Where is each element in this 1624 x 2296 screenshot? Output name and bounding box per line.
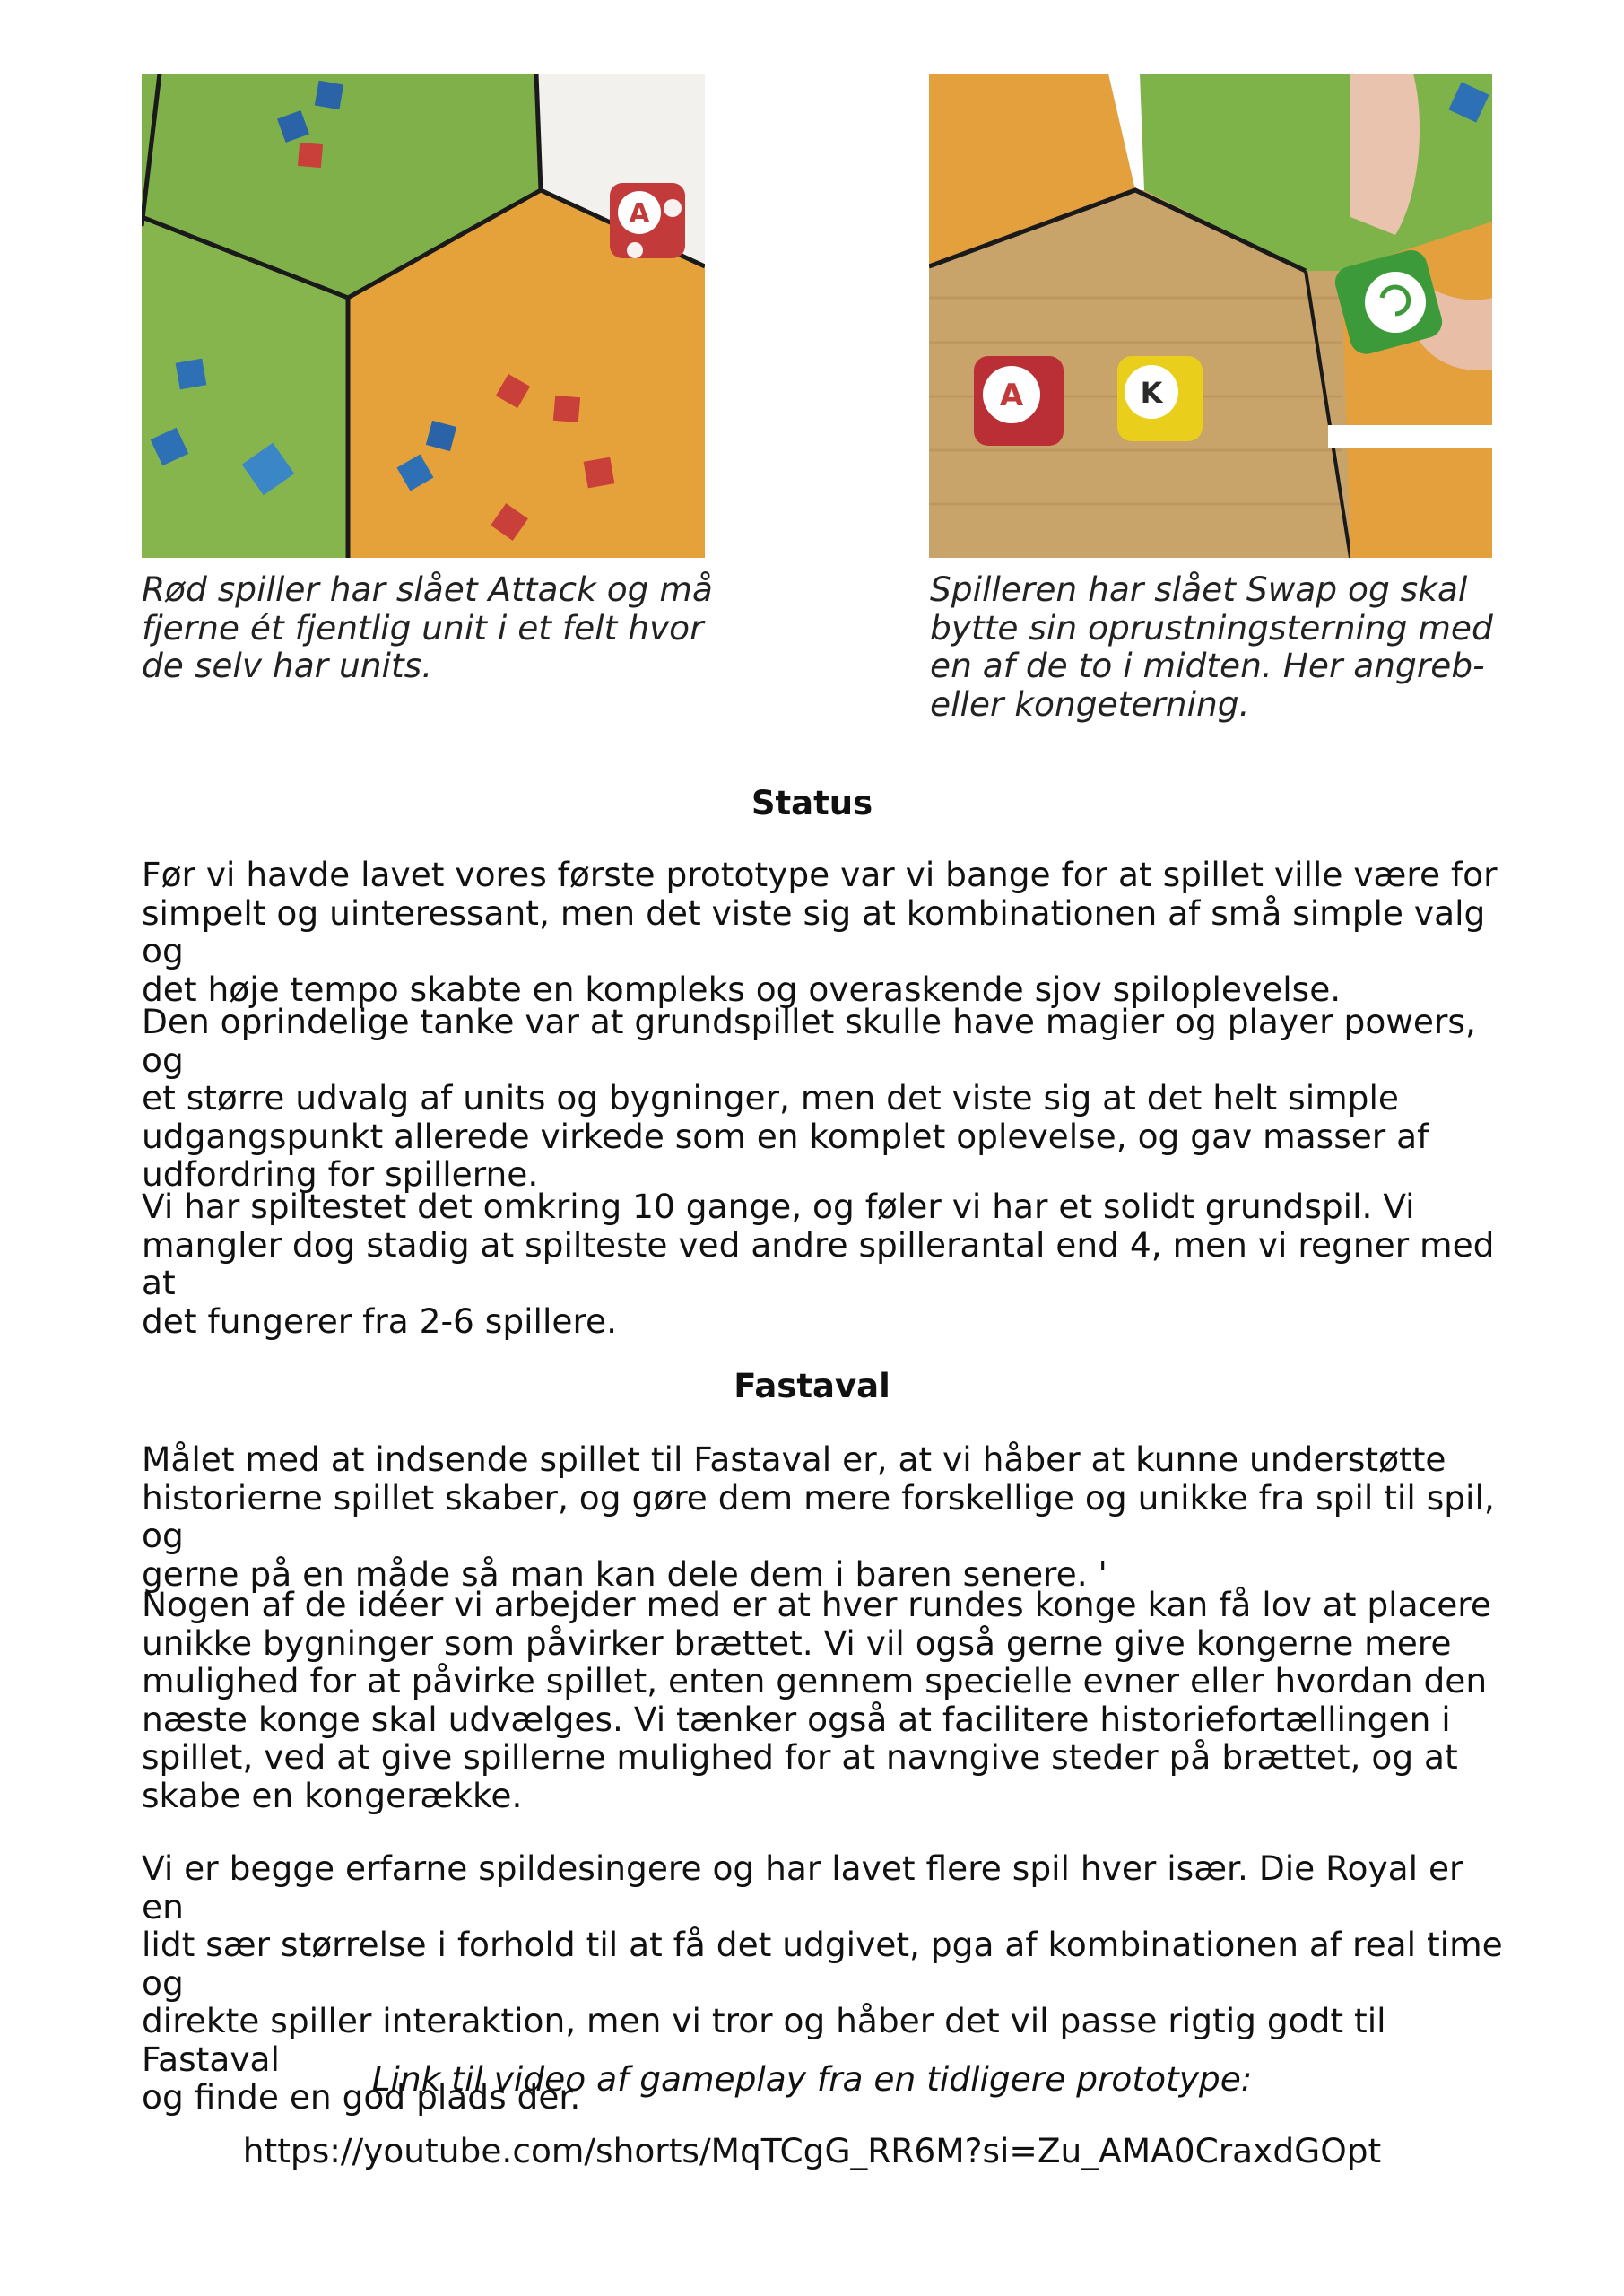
attack-die [974, 356, 1064, 446]
photo-swap-roll-illustration [929, 74, 1492, 558]
status-paragraph-2: Den oprindelige tanke var at grundspillet skulle have magier og player powers, og et større udvalg af units og bygninger, men det viste sig at det helt simple udgangspunkt allerede virkede som en komplet oplevelse, og gav masser af udfordring for spillerne. [142, 1002, 1476, 1194]
section-heading-fastaval: Fastaval [734, 1367, 890, 1405]
section-heading-status: Status [751, 784, 873, 822]
attack-die [610, 183, 685, 258]
video-link-label: Link til video af gameplay fra en tidligere prototype: [371, 2059, 1253, 2099]
svg-text:K: K [1140, 376, 1163, 410]
king-die [1117, 356, 1203, 441]
video-link[interactable]: https://youtube.com/shorts/MqTCgG_RR6M?si=Zu_AMA0CraxdGOpt [242, 2131, 1382, 2170]
svg-text:A: A [629, 198, 650, 230]
photo-swap-caption: Spilleren har slået Swap og skal bytte sin oprustningsterning med en af de to i midten. Her angreb- eller kongeterning. [930, 570, 1493, 724]
photo-attack-roll [142, 74, 705, 558]
fastaval-paragraph-3: Vi er begge erfarne spildesingere og har lavet flere spil hver især. Die Royal er en lidt sær størrelse i forhold til at få det udgivet, pga af kombinationen af real time og direkte spiller interaktion, men vi tror og håber det vil passe rigtig godt til Fastaval og finde en god plads der. [142, 1848, 1503, 2117]
fastaval-paragraph-1: Målet med at indsende spillet til Fastaval er, at vi håber at kunne understøtte historierne spillet skaber, og gøre dem mere forskellige og unikke fra spil til spil, og gerne på en måde så man kan dele dem i baren senere. ' [142, 1439, 1495, 1594]
status-paragraph-3: Vi har spiltestet det omkring 10 gange, og føler vi har et solidt grundspil. Vi mangler dog stadig at spilteste ved andre spillerantal end 4, men vi regner med at det fungerer fra 2-6 spillere. [142, 1187, 1495, 1341]
photo-attack-roll-illustration [142, 74, 705, 558]
fastaval-paragraph-2: Nogen af de idéer vi arbejder med er at hver rundes konge kan få lov at placere unikke bygninger som påvirker brættet. Vi vil også gerne give kongerne mere mulighed for at påvirke spillet, enten gennem specielle evner eller hvordan den næste konge skal udvælges. Vi tænker også at facilitere historiefortællingen i spillet, ved at give spillerne mulighed for at navngive steder på brættet, og at skabe en kongerække. [142, 1585, 1491, 1815]
photo-attack-caption: Rød spiller har slået Attack og må fjerne ét fjentlig unit i et felt hvor de selv har units. [142, 570, 713, 685]
svg-text:A: A [999, 378, 1024, 413]
status-paragraph-1: Før vi havde lavet vores første prototype var vi bange for at spillet ville være for simpelt og uinteressant, men det viste sig at kombinationen af små simple valg og det høje tempo skabte en kompleks og overaskende sjov spiloplevelse. [142, 855, 1498, 1009]
photo-swap-roll [929, 74, 1492, 558]
